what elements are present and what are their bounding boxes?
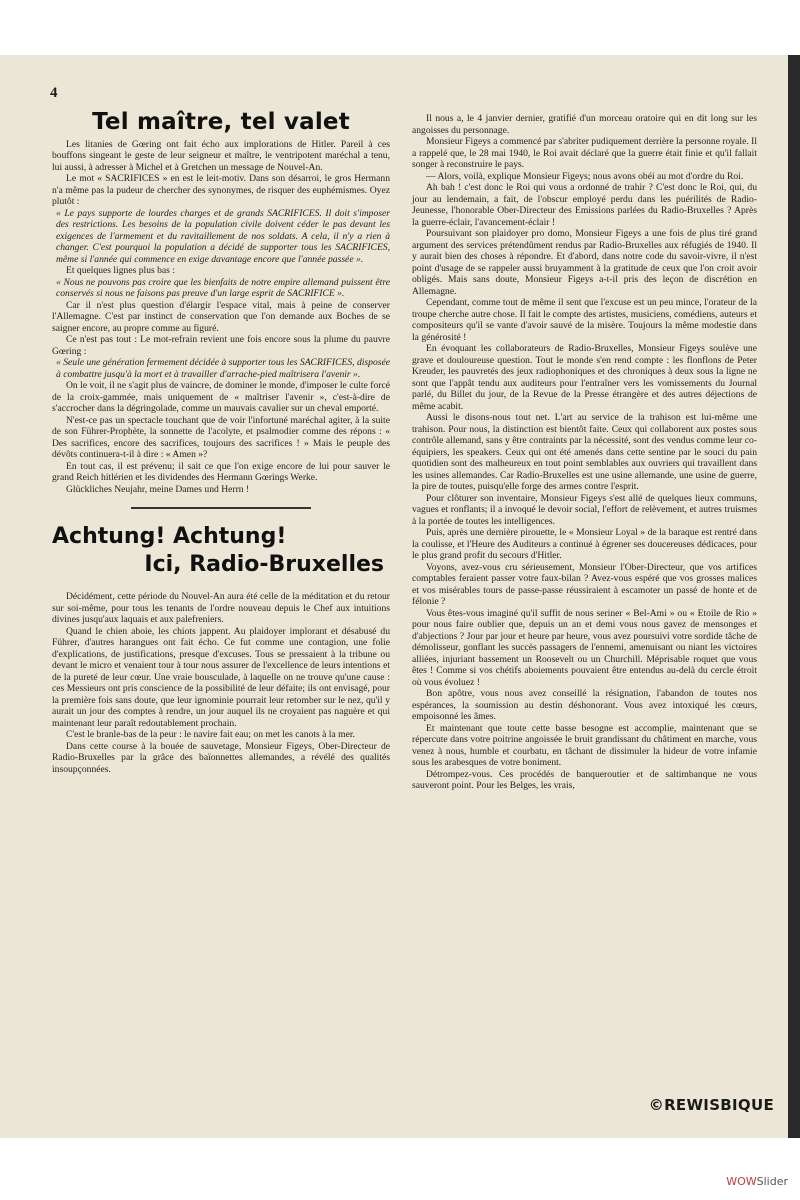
paragraph: Ce n'est pas tout : Le mot-refrain revient une fois encore sous la plume du pauvre Gœring : — [52, 334, 390, 357]
paragraph: Car il n'est plus question d'élargir l'espace vital, mais à peine de conserver l'Allemagne. C'est par instinct de conservation que l'on demande aux Boches de se saigner encore, au propre comme au figuré. — [52, 299, 390, 334]
paragraph: Décidément, cette période du Nouvel-An aura été celle de la méditation et du retour sur soi-même, pour tous les tenants de l'ordre nouveau depuis le Chef aux intuitions divines jusqu'aux laquais et aux palefreniers. — [52, 591, 390, 625]
paragraph: Bon apôtre, vous nous avez conseillé la résignation, l'abandon de toutes nos espérances, la soumission au destin déshonorant. Vous avez intoxiqué les cœurs, empoisonné les âmes. — [412, 688, 757, 722]
headline-block — [52, 523, 390, 579]
paragraph: N'est-ce pas un spectacle touchant que de voir l'infortuné maréchal agiter, à la suite de son Führer-Prophète, la sonnette de l'acolyte, et psalmodier comme des répons : « Des sacrifices, encore des sacrifices, toujours des sacrifices ! » Mais le peuple des dévôts continuera-t-il à dire : « Amen »? — [52, 414, 390, 460]
section-divider — [131, 507, 311, 509]
paragraph: On le voit, il ne s'agit plus de vaincre, de dominer le monde, d'imposer le culte forcé de la croix-gammée, mais uniquement de « maîtriser l'avenir », c'est-à-dire de s'accrocher dans la dégringolade, comme un mauvais cavalier sur un cheval emporté. — [52, 380, 390, 414]
paragraph: Et maintenant que toute cette basse besogne est accomplie, maintenant que se répercute dans votre poitrine angoissée le bruit grandissant du châtiment en marche, vous venez à nous, humble et courbatu, en tâchant de dissimuler la hideur de votre infamie sous les arabesques de votre boniment. — [412, 722, 757, 768]
paragraph: Détrompez-vous. Ces procédés de banqueroutier et de saltimbanque ne vous sauveront point. Pour les Belges, les vrais, — [412, 768, 757, 791]
paragraph: Pour clôturer son inventaire, Monsieur Figeys s'est allé de quelques lieux communs, vagues et ronflants; il a invoqué le devoir social, l'effort de relèvement, et autres truismes à la portée de toutes les intelligences. — [412, 492, 757, 527]
watermark-prefix: WOW — [726, 1175, 757, 1188]
watermark-logo — [726, 1175, 788, 1188]
paragraph: Les litanies de Gœring ont fait écho aux implorations de Hitler. Pareil à ces bouffons singeant le geste de leur seigneur et maître, le ventripotent maréchal a tenu, lui aussi, à adresser à Michel et à Gretchen un message de Nouvel-An. — [52, 138, 390, 173]
paragraph: En tout cas, il est prévenu; il sait ce que l'on exige encore de lui pour sauver le grand Reich hitlérien et les dividendes des Hermann Gœrings Werke. — [52, 460, 390, 483]
quote: « Seule une génération fermement décidée à supporter tous les SACRIFICES, disposée à combattre jusqu'à la mort et à travailler d'arrache-pied maîtrisera l'avenir ». — [56, 357, 390, 380]
right-column — [412, 113, 757, 792]
page-edge — [788, 55, 800, 1138]
watermark-rest: Slider — [756, 1175, 788, 1188]
paragraph: En évoquant les collaborateurs de Radio-Bruxelles, Monsieur Figeys soulève une grave et douloureuse question. Tout le monde s'en rend compte : les flonflons de Peter Kreuder, les pauvretés des jeux radiophoniques et des chroniques à deux sous la ligne ne sont que l'appât tendu aux auditeurs pour l'entraîner vers les vomissements du Journal parlé, du Billet du jour, de la Revue de la Presse étrangère et des autres déjections de même acabit. — [412, 343, 757, 412]
paragraph: Il nous a, le 4 janvier dernier, gratifié d'un morceau oratoire qui en dit long sur les angoisses du personnage. — [412, 113, 757, 136]
article2-headline — [52, 523, 390, 579]
copyright-credit: ©REWISBIQUE — [648, 1096, 774, 1114]
article1-body — [52, 139, 390, 496]
paragraph: Le mot « SACRIFICES » en est le leit-motiv. Dans son désarroi, le gros Hermann n'a même pas la pudeur de chercher des synonymes, de risquer des euphémismes. Oyez plutôt : — [52, 173, 390, 207]
paragraph: Cependant, comme tout de même il sent que l'excuse est un peu mince, l'orateur de la troupe cherche autre chose. Il fait le compte des artistes, musiciens, comédiens, auteurs et compositeurs qu'il se vante d'avoir sauvé de la misère. Toujours la même modestie dans la générosité ! — [412, 297, 757, 343]
paragraph: Puis, après une dernière pirouette, le « Monsieur Loyal » de la baraque est rentré dans la coulisse, et l'Heure des Auditeurs a continué à égrener ses doucereuses dédicaces, pour le plus grand profit du secours d'Hitler. — [412, 527, 757, 561]
paragraph: Poursuivant son plaidoyer pro domo, Monsieur Figeys a une fois de plus tiré grand argument des services prétendûment rendus par Radio-Bruxelles aux réfugiés de 1940. Il y aurait bien des choses à répondre. Et d'abord, dans notre code du savoir-vivre, il n'est point d'usage de se rappeler aussi bruyamment à la gratitude de ceux que l'on croit avoir obligés. Mais sans doute, Monsieur Figeys a-t-il pris des leçon de discrétion en Allemagne. — [412, 228, 757, 297]
paragraph: Et quelques lignes plus bas : — [66, 265, 175, 276]
quote: « Nous ne pouvons pas croire que les bienfaits de notre empire allemand puissent être conservés si nous ne faisons pas preuve d'un large esprit de SACRIFICE ». — [56, 276, 390, 299]
quote: « Le pays supporte de lourdes charges et de grands SACRIFICES. Il doit s'imposer des restrictions. Les besoins de la population civile doivent céder le pas devant les exigences de l'armement et du ravitaillement de nos soldats. A cela, il n'y a rien à changer. C'est pourquoi la population a décidé de supporter tous les SACRIFICES, même si l'année qui commence en exige davantage encore que l'année passée ». — [56, 207, 390, 265]
headline-line-2: Ici, Radio-Bruxelles — [144, 552, 384, 577]
paragraph: Monsieur Figeys a commencé par s'abriter pudiquement derrière la personne royale. Il a rappelé que, le 28 mai 1940, le Roi avait déclaré que la guerre était finie et qu'il fallait songer à reconstruire le pays. — [412, 136, 757, 170]
bottom-margin — [0, 1138, 800, 1200]
page-number: 4 — [50, 85, 58, 101]
headline-line-1: Achtung! Achtung! — [52, 524, 287, 549]
article1-title: Tel maître, tel valet — [92, 109, 350, 135]
paragraph: Voyons, avez-vous cru sérieusement, Monsieur l'Ober-Directeur, que vos artifices comptables feraient passer votre faux-bilan ? Avez-vous espéré que vos grosses malices et vos misérables tours de passe-passe réussiraient à escamoter un passé de honte et de félonie ? — [412, 561, 757, 607]
paragraph: — Alors, voilà, explique Monsieur Figeys; nous avons obéi au mot d'ordre du Roi. — [426, 170, 744, 182]
paragraph: C'est le branle-bas de la peur : le navire fait eau; on met les canots à la mer. — [66, 729, 355, 740]
paragraph: Ah bah ! c'est donc le Roi qui vous a ordonné de trahir ? C'est donc le Roi, qui, du jour au lendemain, a fait, de l'obscur employé perdu dans les puérilités de Radio-Jeunesse, l'honorable Ober-Directeur des Emissions parlées du Radio-Bruxelles ? Après la guerre-éclair, l'avancement-éclair ! — [412, 182, 757, 228]
article2-body-left — [52, 591, 390, 775]
left-column — [52, 109, 390, 775]
closing-line: Glückliches Neujahr, meine Dames und Herrn ! — [66, 483, 250, 495]
paragraph: Dans cette course à la bouée de sauvetage, Monsieur Figeys, Ober-Directeur de Radio-Bruxelles par la grâce des baïonnettes allemandes, a révélé des qualités insoupçonnées. — [52, 740, 390, 775]
paragraph: Aussi le disons-nous tout net. L'art au service de la trahison est lui-même une trahison. Pour nous, la distinction est bientôt faite. Ceux qui collaborent aux postes sous contrôle allemand, sans y être contraints par la nécessité, sont des vendus comme leur co-équipiers, les speakers. Ceux qui ont été amenés dans cette sentine par le souci du pain quotidien sont des malheureux en tout point semblables aux ouvriers qui travaillent dans les usines allemandes. Car Radio-Bruxelles est une usine allemande, une usine de guerre, la pire de toutes, puisqu'elle forge des armes contre l'esprit. — [412, 412, 757, 492]
newspaper-page — [0, 55, 800, 1138]
paragraph: Vous êtes-vous imaginé qu'il suffit de nous seriner « Bel-Ami » ou « Etoile de Rio » pour nous faire oublier que, depuis un an et demi vous nous gavez de mensonges et d'abjections ? Jour par jour et heure par heure, vous avez poursuivi votre sordide tâche de démolisseur, gonflant les succès passagers de l'ennemi, amenuisant ou niant les victoires alliées, injuriant bassement un Roosevelt ou un Churchill. Méprisable roquet que vous êtes ! Comme si vos chétifs aboiements pouvaient être entendus au-delà du cercle étroit où vous évoluez ! — [412, 607, 757, 688]
paragraph: Quand le chien aboie, les chiots jappent. Au plaidoyer implorant et désabusé du Führer, d'autres harangues ont fait écho. Ce fut comme une contagion, une folie d'explications, de justifications, presque d'excuses. Tous se pressaient à la tribune ou devant le micro et venaient tour à tour nous assurer de l'excellence de leurs intentions et de la pureté de leur cœur. Une vraie bousculade, à laquelle on ne trouve qu'une cause : ces Messieurs ont pris conscience de la possibilité de leur défaite; ils ont envisagé, pour la première fois sans doute, que leur ignominie pourrait leur retomber sur le nez, qu'il y aurait un jour des comptes à rendre, un jour auquel ils ne croyaient pas naguère et qui maintenant leur paraît redoutablement prochain. — [52, 625, 390, 729]
